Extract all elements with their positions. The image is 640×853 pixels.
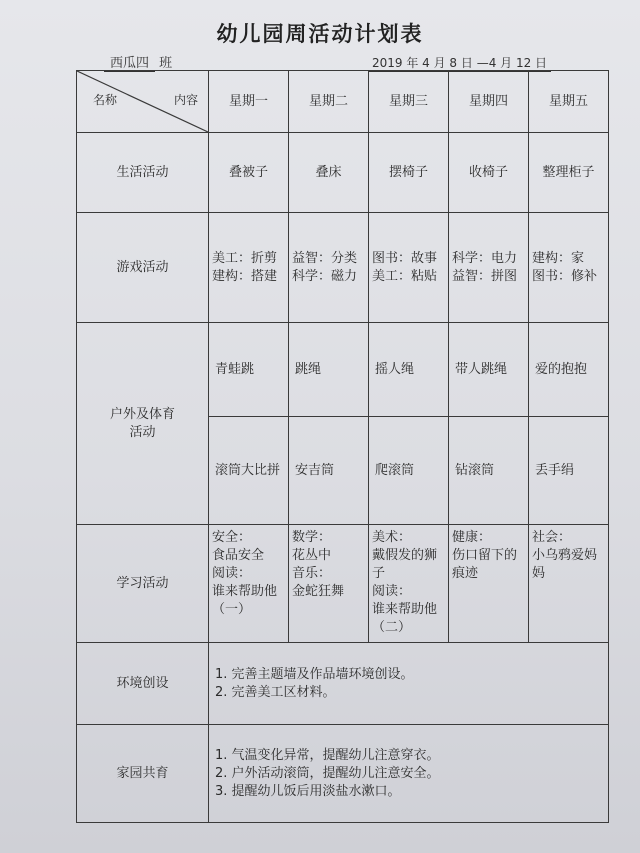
header-row (77, 71, 609, 133)
life-activity-cell: 叠床 (289, 133, 369, 213)
date-range: 2019 年 4 月 8 日 —4 月 12 日 (368, 54, 551, 72)
study-item: 美术： (372, 530, 412, 545)
header-corner-cell (77, 71, 209, 133)
study-item: （二） (372, 620, 412, 635)
study-item: 音乐： (292, 566, 332, 581)
environment-item: 1. 完善主题墙及作品墙环境创设。 (215, 666, 414, 682)
game-activity-row (77, 213, 609, 323)
game-activity-cell (529, 213, 609, 323)
game-activity-cell (289, 213, 369, 323)
study-item: 数学： (292, 530, 332, 545)
game-item: 图书：修补 (532, 268, 598, 284)
study-item: 阅读： (212, 566, 252, 581)
home-cooperation-label: 家园共育 (77, 725, 209, 823)
study-item: 子 (372, 566, 386, 581)
study-item: 社会： (532, 530, 572, 545)
environment-item: 2. 完善美工区材料。 (215, 684, 336, 700)
study-item: 金蛇狂舞 (292, 584, 345, 599)
class-name-value: 西瓜四 (104, 56, 155, 72)
outdoor-activity-cell: 丢手绢 (529, 417, 609, 525)
study-item: 戴假发的狮 (372, 548, 438, 563)
game-activity-cell (369, 213, 449, 323)
game-item: 建构：搭建 (212, 268, 278, 284)
study-item: 谁来帮助他 (212, 584, 278, 599)
outdoor-activity-cell: 爱的抱抱 (529, 323, 609, 417)
outdoor-activity-cell: 滚筒大比拼 (209, 417, 289, 525)
study-item: 小乌鸦爱妈 (532, 548, 598, 563)
environment-row (77, 643, 609, 725)
outdoor-activity-cell: 爬滚筒 (369, 417, 449, 525)
header-day-tue: 星期二 (289, 71, 369, 133)
page-title: 幼儿园周活动计划表 (216, 22, 424, 46)
game-item: 益智：分类 (292, 250, 358, 266)
game-item: 美工：折剪 (212, 250, 278, 266)
study-item: 谁来帮助他 (372, 602, 438, 617)
game-item: 科学：电力 (452, 250, 518, 266)
outdoor-label-line-1: 户外及体育 (109, 406, 175, 422)
study-activity-cell (369, 525, 449, 643)
home-item: 1. 气温变化异常，提醒幼儿注意穿衣。 (215, 747, 440, 763)
header-name-label: 名称 (93, 93, 118, 107)
class-suffix: 班 (159, 56, 173, 71)
life-activity-row (77, 133, 609, 213)
game-activity-cell (209, 213, 289, 323)
game-item: 美工：粘贴 (372, 268, 438, 284)
home-cooperation-content (209, 725, 609, 823)
outdoor-label-line-2: 活动 (129, 424, 156, 440)
study-activity-row (77, 525, 609, 643)
weekly-plan-table (76, 70, 609, 823)
outdoor-activity-cell: 青蛙跳 (209, 323, 289, 417)
game-item: 科学：磁力 (292, 268, 358, 284)
game-item: 图书：故事 (372, 250, 438, 266)
life-activity-cell: 收椅子 (449, 133, 529, 213)
study-item: 痕迹 (452, 566, 479, 581)
life-activity-cell: 整理柜子 (529, 133, 609, 213)
home-item: 3. 提醒幼儿饭后用淡盐水漱口。 (215, 783, 401, 799)
study-item: 花丛中 (292, 548, 332, 563)
study-item: 阅读： (372, 584, 412, 599)
game-activity-label: 游戏活动 (77, 213, 209, 323)
outdoor-activity-cell: 跳绳 (289, 323, 369, 417)
study-item: 伤口留下的 (452, 548, 518, 563)
study-item: 安全： (212, 530, 252, 545)
game-item: 建构：家 (532, 250, 585, 266)
study-item: 食品安全 (212, 548, 265, 563)
header-day-fri: 星期五 (529, 71, 609, 133)
study-activity-cell (449, 525, 529, 643)
outdoor-activity-row-1 (77, 323, 609, 417)
class-name-field (104, 52, 172, 71)
header-day-thu: 星期四 (449, 71, 529, 133)
game-activity-cell (449, 213, 529, 323)
outdoor-activity-cell: 安吉筒 (289, 417, 369, 525)
home-item: 2. 户外活动滚筒，提醒幼儿注意安全。 (215, 765, 440, 781)
environment-label: 环境创设 (77, 643, 209, 725)
environment-content (209, 643, 609, 725)
study-item: 健康： (452, 530, 492, 545)
study-item: （一） (212, 602, 252, 617)
header-content-label: 内容 (173, 93, 198, 107)
study-activity-label: 学习活动 (77, 525, 209, 643)
study-item: 妈 (532, 566, 546, 581)
study-activity-cell (289, 525, 369, 643)
life-activity-label: 生活活动 (77, 133, 209, 213)
home-cooperation-row (77, 725, 609, 823)
study-activity-cell (209, 525, 289, 643)
outdoor-activity-label (77, 323, 209, 525)
game-item: 益智：拼图 (452, 268, 518, 284)
outdoor-activity-cell: 带人跳绳 (449, 323, 529, 417)
life-activity-cell: 叠被子 (209, 133, 289, 213)
outdoor-activity-cell: 钻滚筒 (449, 417, 529, 525)
study-activity-cell (529, 525, 609, 643)
header-day-mon: 星期一 (209, 71, 289, 133)
header-day-wed: 星期三 (369, 71, 449, 133)
outdoor-activity-cell: 摇人绳 (369, 323, 449, 417)
life-activity-cell: 摆椅子 (369, 133, 449, 213)
